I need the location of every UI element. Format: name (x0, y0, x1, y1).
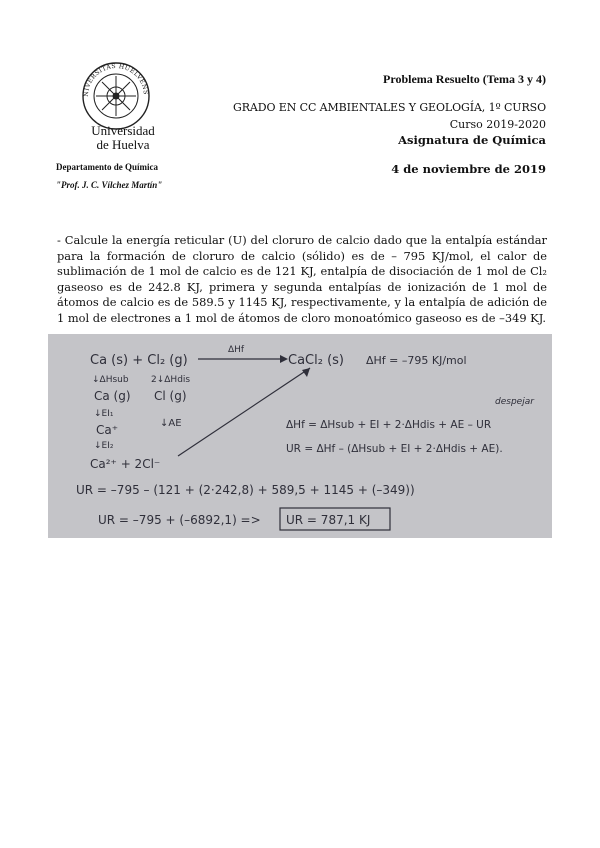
problem-statement: - Calcule la energía reticular (U) del cloruro de calcio dado que la entalpía estándar para la formación de cloruro de calcio (sólido) es de – 795 KJ/mol, el calor de sublimación de 1 mol de calcio es de 121 KJ, entalpía de disociación de 1 mol de Cl₂ gaseoso es de 242.8 KJ, primera y segunda entalpías de ionización de 1 mol de átomos de calcio es de 589.5 y 1145 KJ, respectivamente, y la entalpía de adición de 1 mol de electrones a 1 mol de átomos de cloro monoatómico gaseoso es de –349 KJ. (57, 233, 547, 325)
hw-equation-2: UR = ΔHf – (ΔHsub + EI + 2·ΔHdis + AE). (286, 443, 503, 455)
hw-ei1: ↓EI₁ (94, 409, 114, 419)
university-name-line2: de Huelva (96, 137, 150, 152)
hw-arrow-label: ΔHf (228, 345, 245, 355)
hw-despejar: despejar (495, 397, 534, 407)
university-name (78, 124, 168, 152)
hw-reaction: Ca (s) + Cl₂ (g) (90, 353, 188, 368)
handwritten-solution-photo (48, 334, 552, 538)
hw-equation-3: UR = –795 – (121 + (2·242,8) + 589,5 + 1145 + (–349)) (76, 483, 415, 497)
university-logo (80, 60, 152, 132)
professor-label: "Prof. J. C. Vílchez Martín" (56, 180, 163, 190)
hw-ions: Ca²⁺ + 2Cl⁻ (90, 457, 161, 471)
svg-text:UNIVERSITAS HUELVENSIS (80, 60, 149, 97)
hw-formation-arrowhead (280, 355, 288, 363)
hw-ca-plus: Ca⁺ (96, 423, 119, 437)
hw-ca-gas: Ca (g) (94, 389, 131, 403)
hw-ei2: ↓EI₂ (94, 441, 114, 451)
hw-cl-gas: Cl (g) (154, 389, 187, 403)
hw-product: CaCl₂ (s) (288, 353, 344, 368)
hw-equation-4: UR = –795 + (–6892,1) => (98, 513, 261, 527)
degree-line: GRADO EN CC AMBIENTALES Y GEOLOGÍA, 1º CURSO (233, 101, 546, 114)
hw-result: UR = 787,1 KJ (286, 513, 371, 527)
department-label: Departamento de Química (56, 162, 158, 172)
logo-seal-text: NIVERSITAS HUELVENS (82, 62, 150, 97)
university-name-line1: Universidad (91, 123, 155, 138)
hw-equation-1: ΔHf = ΔHsub + EI + 2·ΔHdis + AE – UR (286, 419, 492, 431)
hw-ae: ↓AE (160, 418, 182, 429)
document-date: 4 de noviembre de 2019 (391, 162, 546, 176)
hw-sub-label: ↓ΔHsub (92, 375, 129, 385)
subject-name: Asignatura de Química (398, 133, 546, 147)
course-year: Curso 2019-2020 (449, 118, 546, 131)
hw-dis-label: 2↓ΔHdis (151, 375, 191, 385)
hw-dhf: ΔHf = –795 KJ/mol (366, 354, 467, 367)
document-title: Problema Resuelto (Tema 3 y 4) (383, 72, 546, 86)
